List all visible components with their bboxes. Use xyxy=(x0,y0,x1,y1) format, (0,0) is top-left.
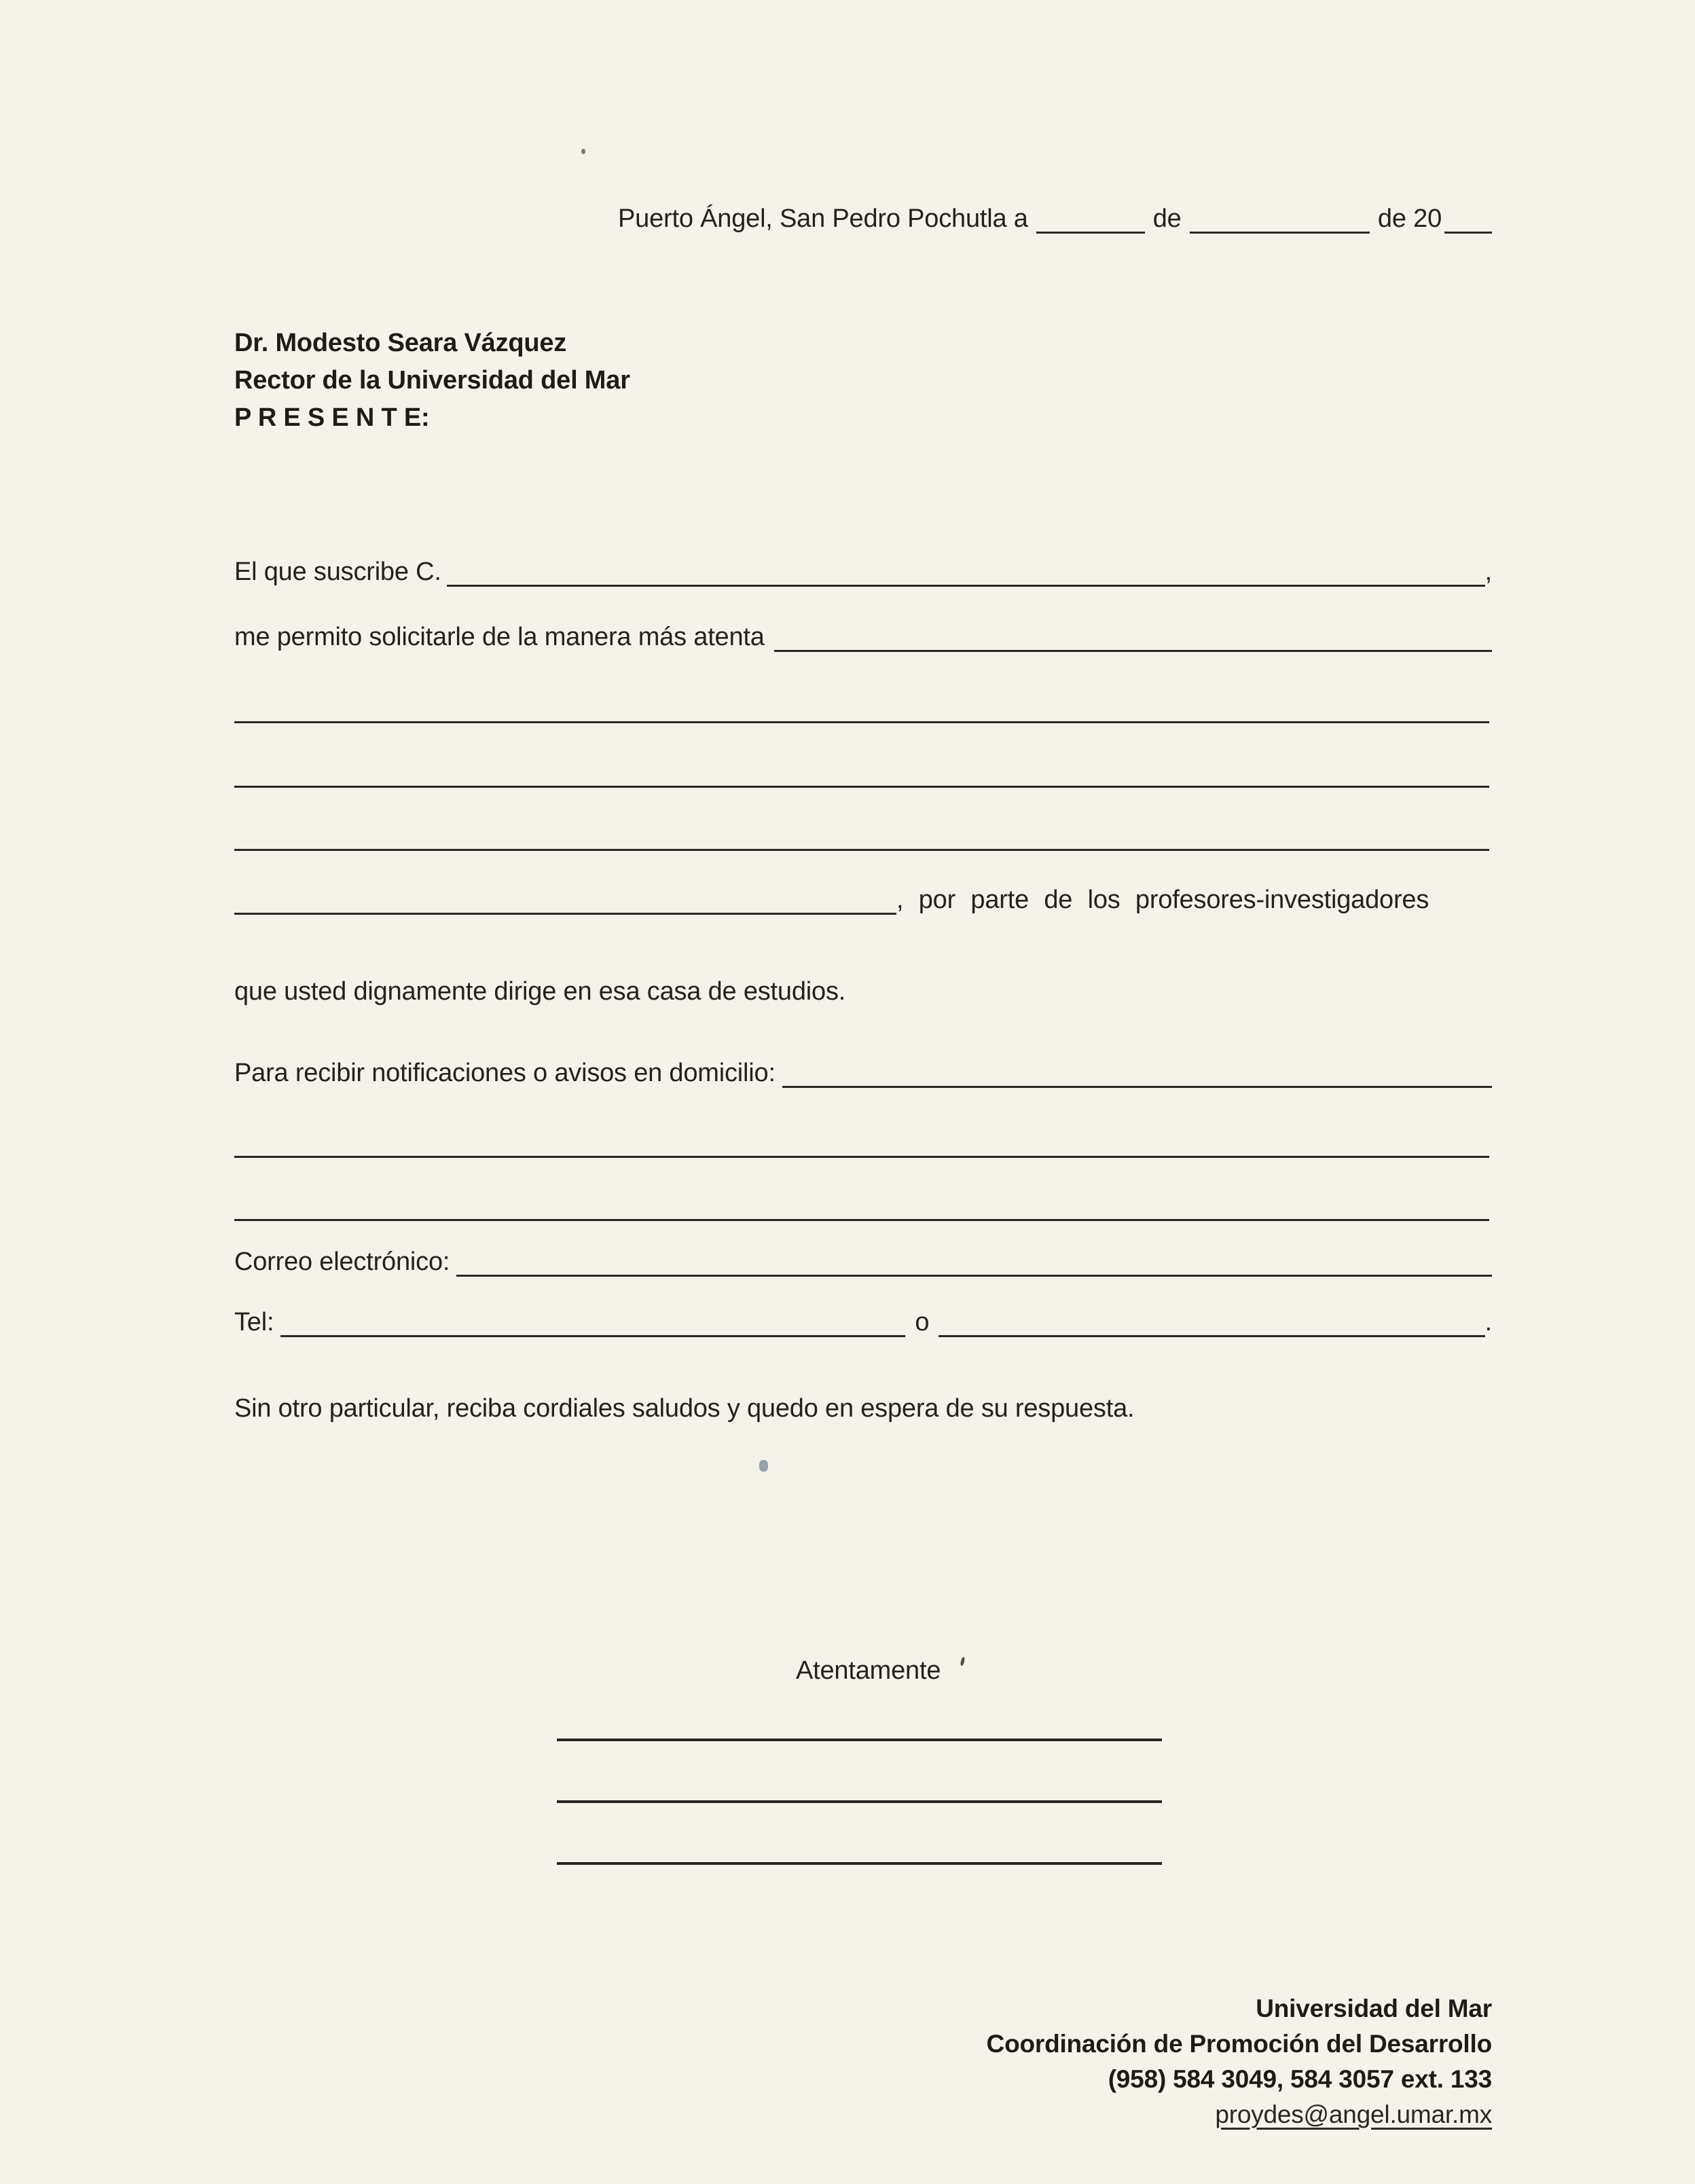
suscribe-line xyxy=(234,557,1492,587)
tel-blank-1 xyxy=(280,1307,905,1337)
footer-block xyxy=(987,1991,1492,2132)
date-month-blank xyxy=(1190,204,1370,234)
atentamente-label: Atentamente xyxy=(796,1656,941,1685)
footer-dept: Coordinación de Promoción del Desarrollo xyxy=(986,2030,1492,2058)
domicilio-blank xyxy=(782,1058,1492,1088)
email-label: Correo electrónico: xyxy=(234,1248,450,1276)
por-parte-text: , por parte de los profesores-investigadores xyxy=(896,886,1429,914)
email-line xyxy=(234,1247,1492,1277)
signature-line-2 xyxy=(557,1800,1162,1803)
request-fill-line-2 xyxy=(234,786,1489,788)
tel-label: Tel: xyxy=(234,1308,274,1336)
date-line-text: Puerto Ángel, San Pedro Pochutla a xyxy=(618,204,1028,233)
domicilio-fill-line-1 xyxy=(234,1156,1489,1158)
date-de-text: de xyxy=(1152,204,1182,233)
dirige-line: que usted dignamente dirige en esa casa de estudios. xyxy=(234,977,846,1006)
domicilio-label: Para recibir notificaciones o avisos en domicilio: xyxy=(234,1059,776,1087)
domicilio-line xyxy=(234,1058,1492,1088)
date-line xyxy=(618,204,1492,234)
signature-line-3 xyxy=(557,1862,1162,1865)
tel-line xyxy=(234,1307,1492,1337)
addressee-title: Rector de la Universidad del Mar xyxy=(234,366,630,395)
date-day-blank xyxy=(1036,204,1145,234)
footer-phone: (958) 584 3049, 584 3057 ext. 133 xyxy=(1108,2065,1492,2093)
addressee-salutation: P R E S E N T E: xyxy=(234,403,430,432)
tel-period: . xyxy=(1484,1308,1492,1336)
domicilio-fill-line-2 xyxy=(234,1219,1489,1221)
footer-email-link: proydes@angel.umar.mx xyxy=(1215,2100,1492,2128)
date-year-blank xyxy=(1444,204,1492,234)
request-fill-line-1 xyxy=(234,721,1489,723)
email-blank xyxy=(456,1247,1492,1277)
scan-speck-smudge xyxy=(759,1460,768,1472)
suscribe-label: El que suscribe C. xyxy=(234,558,441,586)
scan-speck-mark xyxy=(960,1657,966,1667)
signature-line-1 xyxy=(557,1739,1162,1741)
addressee-block xyxy=(234,325,630,437)
suscribe-name-blank xyxy=(447,557,1485,587)
request-fill-line-3 xyxy=(234,849,1489,851)
scan-speck-dot xyxy=(581,149,585,154)
closing-line: Sin otro particular, reciba cordiales saludos y quedo en espera de su respuesta. xyxy=(234,1394,1135,1423)
request-blank xyxy=(774,622,1492,652)
request-label: me permito solicitarle de la manera más atenta xyxy=(234,623,765,651)
por-parte-blank xyxy=(234,885,896,915)
tel-or-text: o xyxy=(915,1308,930,1336)
addressee-name: Dr. Modesto Seara Vázquez xyxy=(234,329,567,357)
date-de20-text: de 20 xyxy=(1377,204,1442,233)
tel-blank-2 xyxy=(938,1307,1484,1337)
request-line xyxy=(234,622,1492,652)
footer-org: Universidad del Mar xyxy=(1256,1995,1492,2022)
suscribe-comma: , xyxy=(1484,558,1492,586)
por-parte-line xyxy=(234,885,1492,915)
